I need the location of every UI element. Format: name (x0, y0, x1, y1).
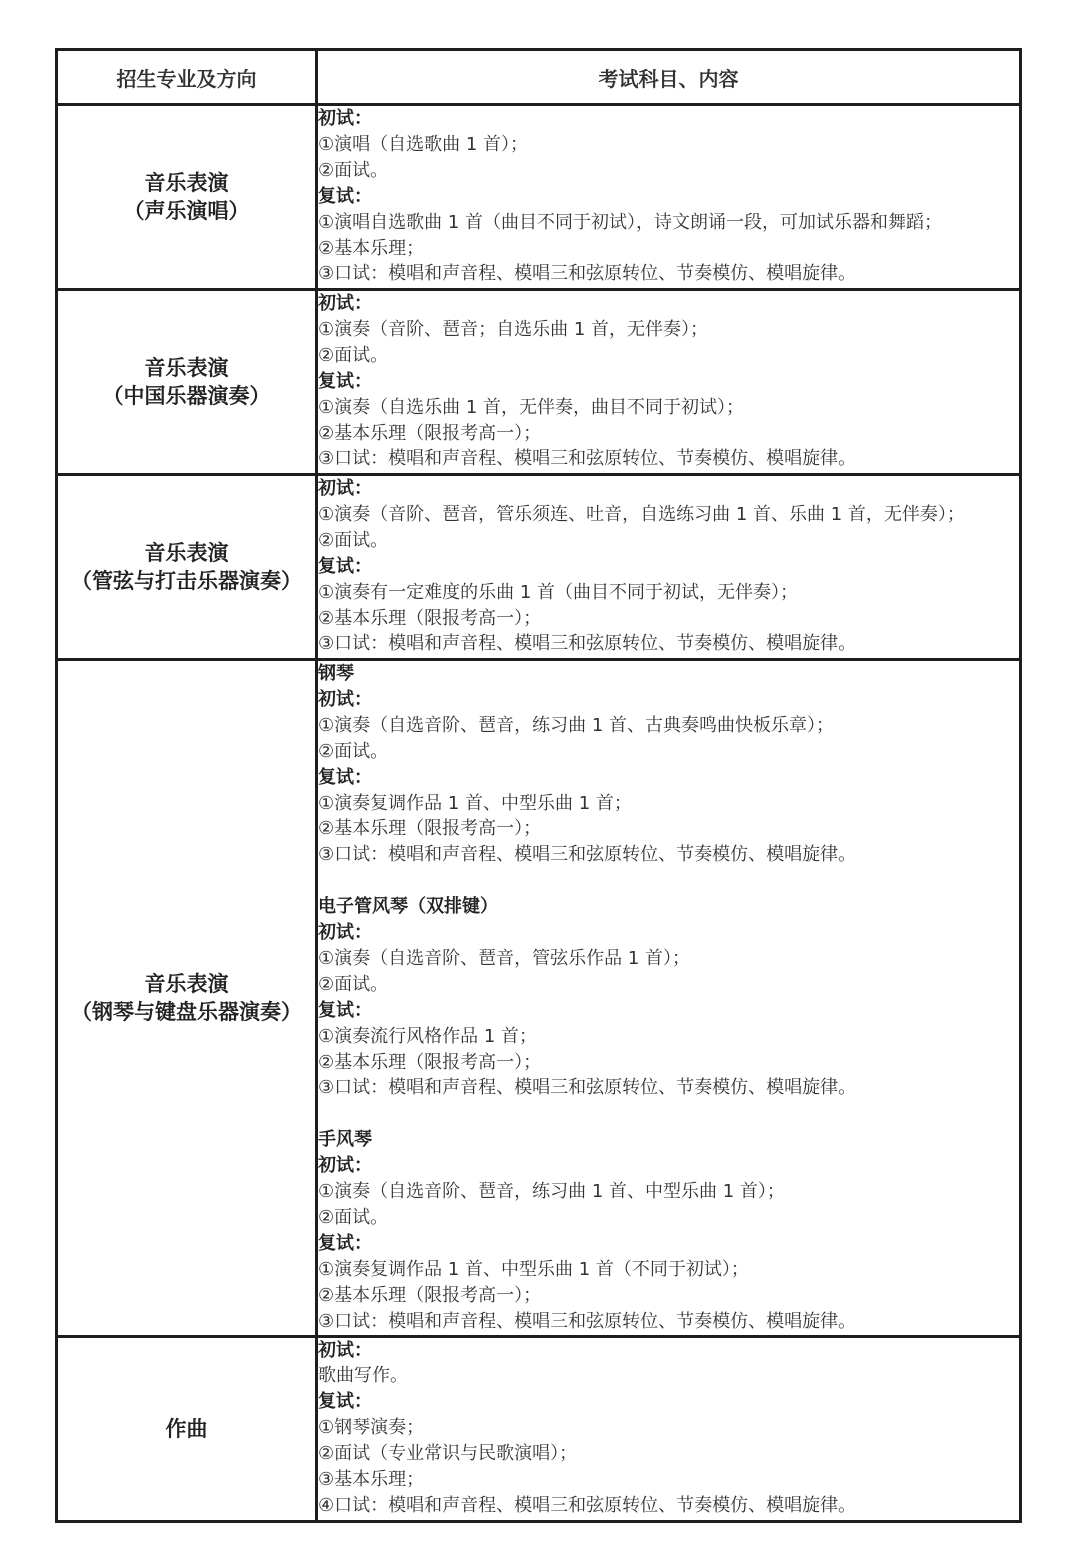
major-cell (57, 290, 317, 475)
table-header-row (57, 50, 1021, 105)
section-heading: 初试： (318, 688, 372, 710)
section-heading: 电子管风琴（双排键） (318, 896, 498, 918)
major-label: 音乐表演 (144, 171, 229, 195)
exam-item: ①演奏（自选音阶、琶音，练习曲 1 首、古典奏鸣曲快板乐章）； (318, 714, 835, 736)
exam-item: ②面试。 (318, 973, 389, 995)
table-body (57, 105, 1021, 1522)
section-heading: 初试： (318, 922, 372, 944)
section-heading: 手风琴 (318, 1129, 372, 1151)
section-heading: 复试： (318, 370, 372, 392)
table-row (57, 105, 1021, 290)
exam-item: ①演奏流行风格作品 1 首； (318, 1025, 538, 1047)
exam-item: ③口试：模唱和声音程、模唱三和弦原转位、节奏模仿、模唱旋律。 (318, 448, 857, 470)
exam-item: ②面试（专业常识与民歌演唱）； (318, 1443, 578, 1465)
major-label: （中国乐器演奏） (102, 384, 271, 408)
major-cell (57, 1336, 317, 1521)
major-cell (57, 475, 317, 660)
content-cell (317, 475, 1021, 660)
exam-item: ①演奏复调作品 1 首、中型乐曲 1 首（不同于初试）； (318, 1258, 749, 1280)
exam-item: ①演奏（音阶、琶音，管乐须连、吐音，自选练习曲 1 首、乐曲 1 首，无伴奏）； (318, 503, 965, 525)
exam-item: ②基本乐理（限报考高一）； (318, 1284, 542, 1306)
exam-item: ③基本乐理； (318, 1469, 425, 1491)
section-heading: 钢琴 (318, 663, 354, 684)
exam-item: ③口试：模唱和声音程、模唱三和弦原转位、节奏模仿、模唱旋律。 (318, 1077, 857, 1099)
exam-item: ②面试。 (318, 159, 389, 181)
exam-item: ②基本乐理； (318, 237, 425, 259)
major-label: （管弦与打击乐器演奏） (71, 569, 302, 593)
section-heading: 复试： (318, 555, 372, 577)
section-heading: 复试： (318, 1391, 372, 1413)
section-heading: 复试： (318, 766, 372, 788)
header-content: 考试科目、内容 (317, 50, 1021, 105)
table-row (57, 660, 1021, 1337)
header-major: 招生专业及方向 (57, 50, 317, 105)
major-label: （钢琴与键盘乐器演奏） (71, 999, 302, 1024)
exam-item: ②面试。 (318, 529, 389, 551)
section-heading: 初试： (318, 293, 372, 314)
exam-item: ②基本乐理（限报考高一）； (318, 422, 542, 444)
major-label: 音乐表演 (144, 971, 229, 996)
exam-item: ①演奏（自选音阶、琶音，练习曲 1 首、中型乐曲 1 首）； (318, 1181, 785, 1203)
spacer (318, 1101, 1019, 1127)
exam-item: ①演奏（自选乐曲 1 首，无伴奏，曲目不同于初试）； (318, 396, 745, 418)
content-cell (317, 105, 1021, 290)
exam-item: ①演奏有一定难度的乐曲 1 首（曲目不同于初试，无伴奏）； (318, 581, 799, 603)
content-cell (317, 660, 1021, 1337)
major-cell (57, 105, 317, 290)
exam-item: ③口试：模唱和声音程、模唱三和弦原转位、节奏模仿、模唱旋律。 (318, 1310, 857, 1332)
exam-item: ①演唱（自选歌曲 1 首）； (318, 133, 529, 155)
exam-item: ①演奏（自选音阶、琶音，管弦乐作品 1 首）； (318, 947, 691, 969)
spacer (318, 868, 1019, 894)
section-heading: 初试： (318, 1155, 372, 1177)
exam-item: ②基本乐理（限报考高一）； (318, 1051, 542, 1073)
exam-item: ③口试：模唱和声音程、模唱三和弦原转位、节奏模仿、模唱旋律。 (318, 844, 857, 866)
table-row (57, 290, 1021, 475)
section-heading: 复试： (318, 999, 372, 1021)
major-label: 音乐表演 (144, 541, 229, 565)
section-heading: 复试： (318, 1232, 372, 1254)
exam-item: ③口试：模唱和声音程、模唱三和弦原转位、节奏模仿、模唱旋律。 (318, 263, 857, 285)
section-heading: 复试： (318, 185, 372, 207)
exam-item: 歌曲写作。 (318, 1365, 408, 1387)
exam-item: ②基本乐理（限报考高一）； (318, 818, 542, 840)
content-cell (317, 1336, 1021, 1521)
exam-item: ③口试：模唱和声音程、模唱三和弦原转位、节奏模仿、模唱旋律。 (318, 633, 857, 655)
section-heading: 初试： (318, 478, 372, 499)
content-cell (317, 290, 1021, 475)
exam-item: ②基本乐理（限报考高一）； (318, 607, 542, 629)
exam-item: ①演奏复调作品 1 首、中型乐曲 1 首； (318, 792, 632, 814)
table-row (57, 475, 1021, 660)
major-label: 作曲 (165, 1416, 208, 1441)
exam-item: ①钢琴演奏； (318, 1417, 425, 1439)
exam-item: ①演奏（音阶、琶音；自选乐曲 1 首，无伴奏）； (318, 318, 709, 340)
exam-item: ④口试：模唱和声音程、模唱三和弦原转位、节奏模仿、模唱旋律。 (318, 1494, 857, 1516)
exam-item: ②面试。 (318, 740, 389, 762)
major-label: （声乐演唱） (123, 199, 250, 223)
exam-table (55, 48, 1022, 1523)
table-row (57, 1336, 1021, 1521)
major-cell (57, 660, 317, 1337)
exam-item: ①演唱自选歌曲 1 首（曲目不同于初试），诗文朗诵一段，可加试乐器和舞蹈； (318, 211, 943, 233)
exam-item: ②面试。 (318, 1207, 389, 1228)
major-label: 音乐表演 (144, 356, 229, 380)
section-heading: 初试： (318, 108, 372, 129)
section-heading: 初试： (318, 1339, 372, 1361)
exam-item: ②面试。 (318, 344, 389, 366)
